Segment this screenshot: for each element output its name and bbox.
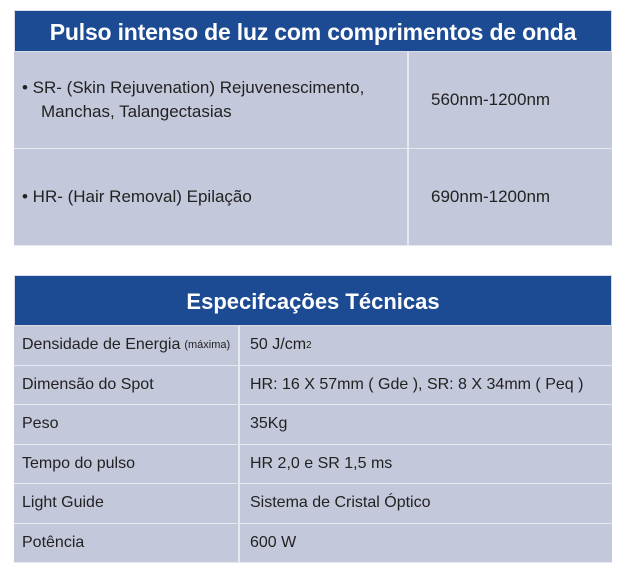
treatment-label-cont: Manchas, Talangectasias xyxy=(41,102,232,121)
treatment-label: • HR- (Hair Removal) Epilação xyxy=(22,187,252,206)
treatment-cell xyxy=(14,52,409,148)
spec-value: 35Kg xyxy=(250,415,288,433)
spec-label: Tempo do pulso xyxy=(14,445,240,484)
spec-value-sup: 2 xyxy=(306,339,312,351)
spec-value-cell xyxy=(240,326,612,365)
spec-label: Potência xyxy=(14,524,240,563)
treatment-cell xyxy=(14,149,409,245)
wavelength-table-title: Pulso intenso de luz com comprimentos de onda xyxy=(14,10,612,52)
spec-label-cell xyxy=(14,326,240,365)
specs-table xyxy=(14,275,612,563)
spec-value: 50 J/cm xyxy=(250,336,307,354)
spec-value: HR 2,0 e SR 1,5 ms xyxy=(250,454,393,472)
table-row xyxy=(14,524,612,564)
table-row xyxy=(14,149,612,246)
table-row xyxy=(14,52,612,149)
table-row xyxy=(14,445,612,485)
treatment-label: • SR- (Skin Rejuvenation) Rejuvenescimento, xyxy=(22,78,365,97)
spec-label: Peso xyxy=(14,405,240,444)
spec-value: HR: 16 X 57mm ( Gde ), SR: 8 X 34mm ( Peq ) xyxy=(250,375,584,393)
table-row xyxy=(14,326,612,366)
wavelength-value: 690nm-1200nm xyxy=(431,187,551,206)
spec-value: 600 W xyxy=(250,533,297,551)
wavelength-value: 560nm-1200nm xyxy=(431,90,551,109)
spec-label: Densidade de Energia xyxy=(22,336,181,354)
spec-value: Sistema de Cristal Óptico xyxy=(250,494,431,512)
spec-label: Dimensão do Spot xyxy=(14,366,240,405)
spec-label: Light Guide xyxy=(14,484,240,523)
table-row xyxy=(14,366,612,406)
specs-table-title: Especifcações Técnicas xyxy=(14,275,612,326)
spec-label-note: (máxima) xyxy=(184,339,231,352)
table-row xyxy=(14,405,612,445)
table-row xyxy=(14,484,612,524)
wavelength-table xyxy=(14,10,612,248)
